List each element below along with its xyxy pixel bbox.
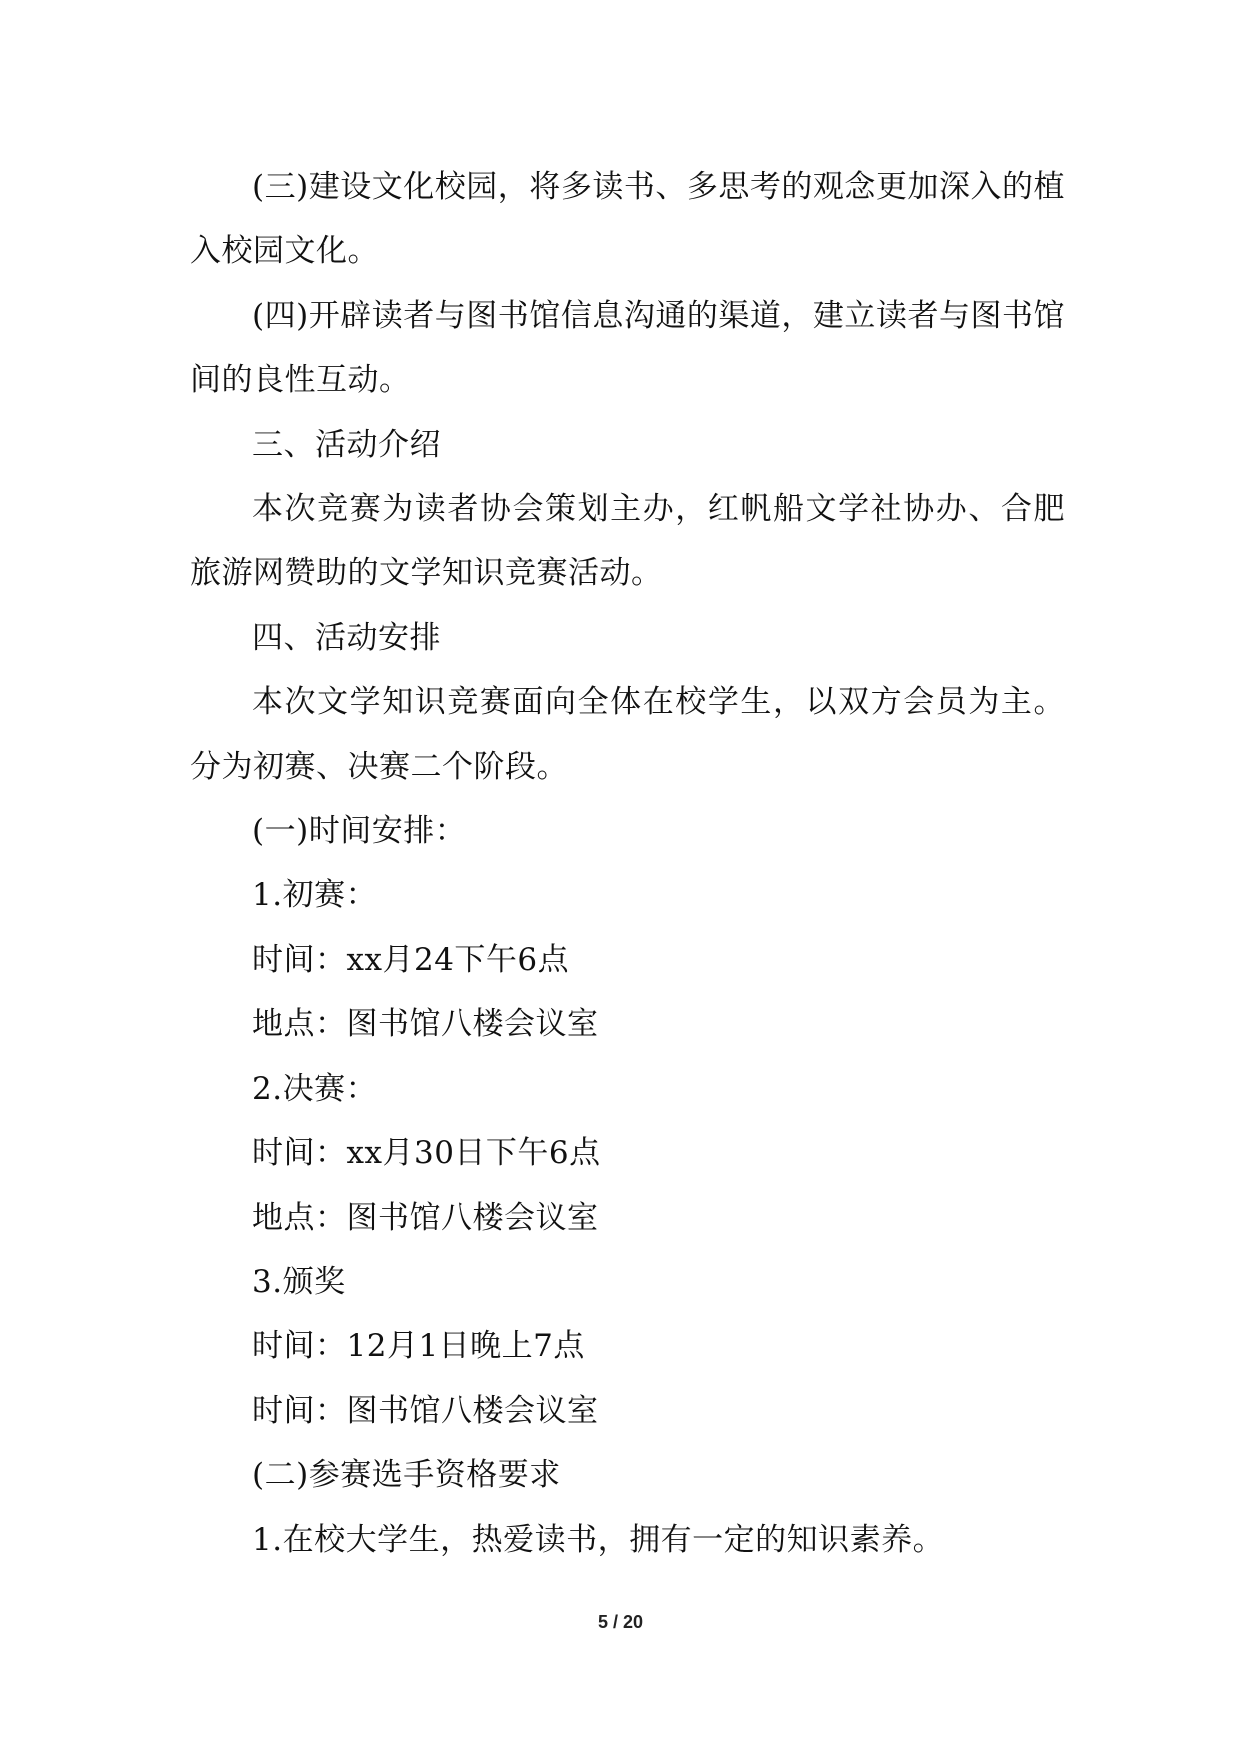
subsection-heading: (一)时间安排： <box>252 813 467 850</box>
list-item: 时间：12月1日晚上7点 <box>252 1328 585 1365</box>
list-item: 时间：图书馆八楼会议室 <box>252 1392 599 1429</box>
section-heading: 三、活动介绍 <box>252 426 441 463</box>
document-body <box>190 155 1065 1572</box>
list-item: 时间：xx月30日下午6点 <box>252 1135 601 1172</box>
list-item: 3.颁奖 <box>252 1263 346 1300</box>
paragraph: 本次竞赛为读者协会策划主办，红帆船文学社协办、合肥旅游网赞助的文学知识竞赛活动。 <box>190 491 1065 592</box>
page-number: 5 / 20 <box>597 1612 644 1632</box>
paragraph: 本次文学知识竞赛面向全体在校学生，以双方会员为主。分为初赛、决赛二个阶段。 <box>190 684 1065 785</box>
paragraph: (三)建设文化校园，将多读书、多思考的观念更加深入的植入校园文化。 <box>190 169 1065 270</box>
list-item: 时间：xx月24下午6点 <box>252 941 570 978</box>
subsection-heading: (二)参赛选手资格要求 <box>252 1457 561 1494</box>
list-item: 2.决赛： <box>252 1070 378 1107</box>
list-item: 地点：图书馆八楼会议室 <box>252 1199 599 1236</box>
list-item: 1.初赛： <box>252 877 378 914</box>
paragraph: (四)开辟读者与图书馆信息沟通的渠道，建立读者与图书馆间的良性互动。 <box>190 297 1065 399</box>
section-heading: 四、活动安排 <box>252 619 441 656</box>
list-item: 1.在校大学生，热爱读书，拥有一定的知识素养。 <box>252 1521 945 1558</box>
list-item: 地点：图书馆八楼会议室 <box>252 1006 599 1043</box>
